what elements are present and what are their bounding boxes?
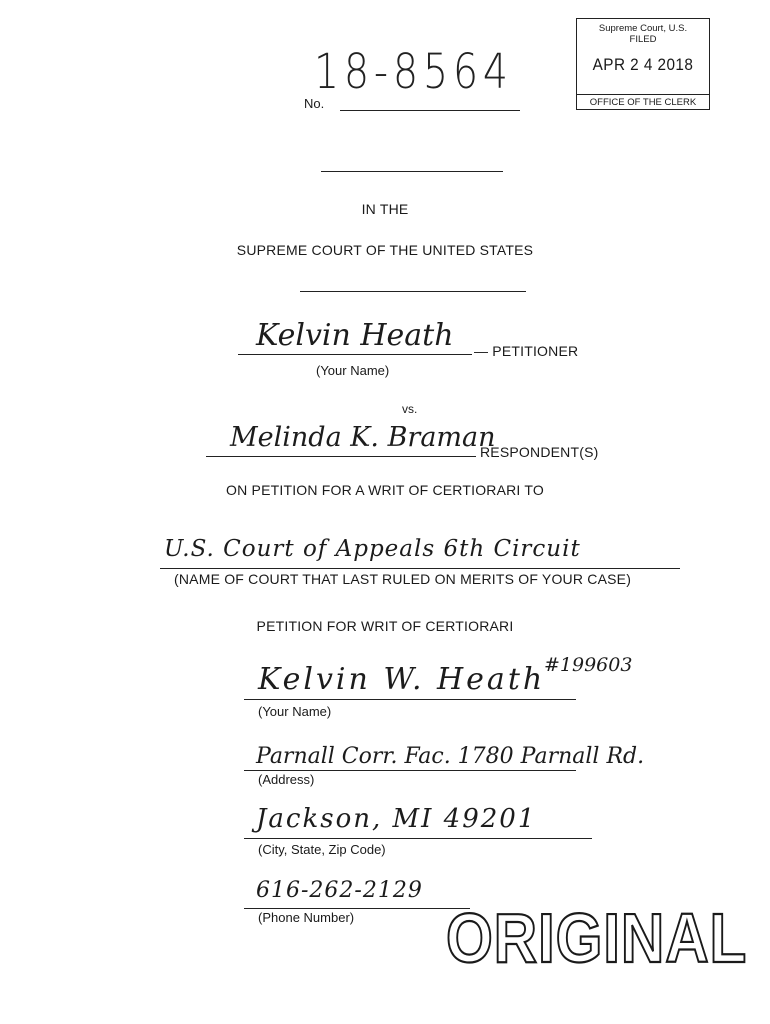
your-name-label: (Your Name): [316, 363, 390, 378]
petitioner-name: Kelvin Heath: [256, 318, 454, 353]
lower-court-name: U.S. Court of Appeals 6th Circuit: [164, 536, 581, 562]
address: Parnall Corr. Fac. 1780 Parnall Rd.: [256, 744, 645, 769]
respondent-role: RESPONDENT(S): [480, 444, 599, 460]
docket-number: 18-8564: [314, 44, 513, 100]
petitioner-line: [238, 354, 472, 355]
respondent-name: Melinda K. Braman: [230, 422, 496, 453]
contact-name-line: [244, 699, 576, 700]
stamp-clerk: OFFICE OF THE CLERK: [577, 94, 709, 109]
in-the-heading: IN THE: [361, 201, 409, 217]
docket-underline: [340, 110, 520, 111]
city-state-zip: Jackson, MI 49201: [256, 804, 537, 834]
inmate-number: #199603: [544, 654, 633, 676]
divider: [321, 171, 503, 172]
city-label: (City, State, Zip Code): [258, 842, 386, 857]
address-line: [244, 770, 576, 771]
original-stamp: ORIGINAL: [446, 899, 748, 977]
address-label: (Address): [258, 772, 315, 787]
filed-stamp: [576, 18, 710, 110]
stamp-filed: FILED: [629, 34, 657, 45]
lower-court-line: [160, 568, 680, 569]
on-petition-text: ON PETITION FOR A WRIT OF CERTIORARI TO: [226, 482, 544, 498]
respondent-line: [206, 456, 476, 457]
phone-label: (Phone Number): [258, 910, 355, 925]
court-name: SUPREME COURT OF THE UNITED STATES: [236, 242, 534, 258]
city-line: [244, 838, 592, 839]
stamp-date: APR 2 4 2018: [592, 55, 694, 74]
petitioner-role: — PETITIONER: [474, 343, 579, 359]
phone-line: [244, 908, 470, 909]
divider: [300, 291, 526, 292]
phone-number: 616-262-2129: [256, 878, 423, 903]
versus: vs.: [402, 402, 418, 416]
docket-label: No.: [304, 96, 325, 111]
contact-name: Kelvin W. Heath: [258, 662, 546, 697]
stamp-court: Supreme Court, U.S.: [598, 23, 688, 34]
lower-court-label: (NAME OF COURT THAT LAST RULED ON MERITS OF YOUR CASE): [174, 571, 632, 587]
petition-title: PETITION FOR WRIT OF CERTIORARI: [256, 618, 514, 634]
contact-name-label: (Your Name): [258, 704, 332, 719]
